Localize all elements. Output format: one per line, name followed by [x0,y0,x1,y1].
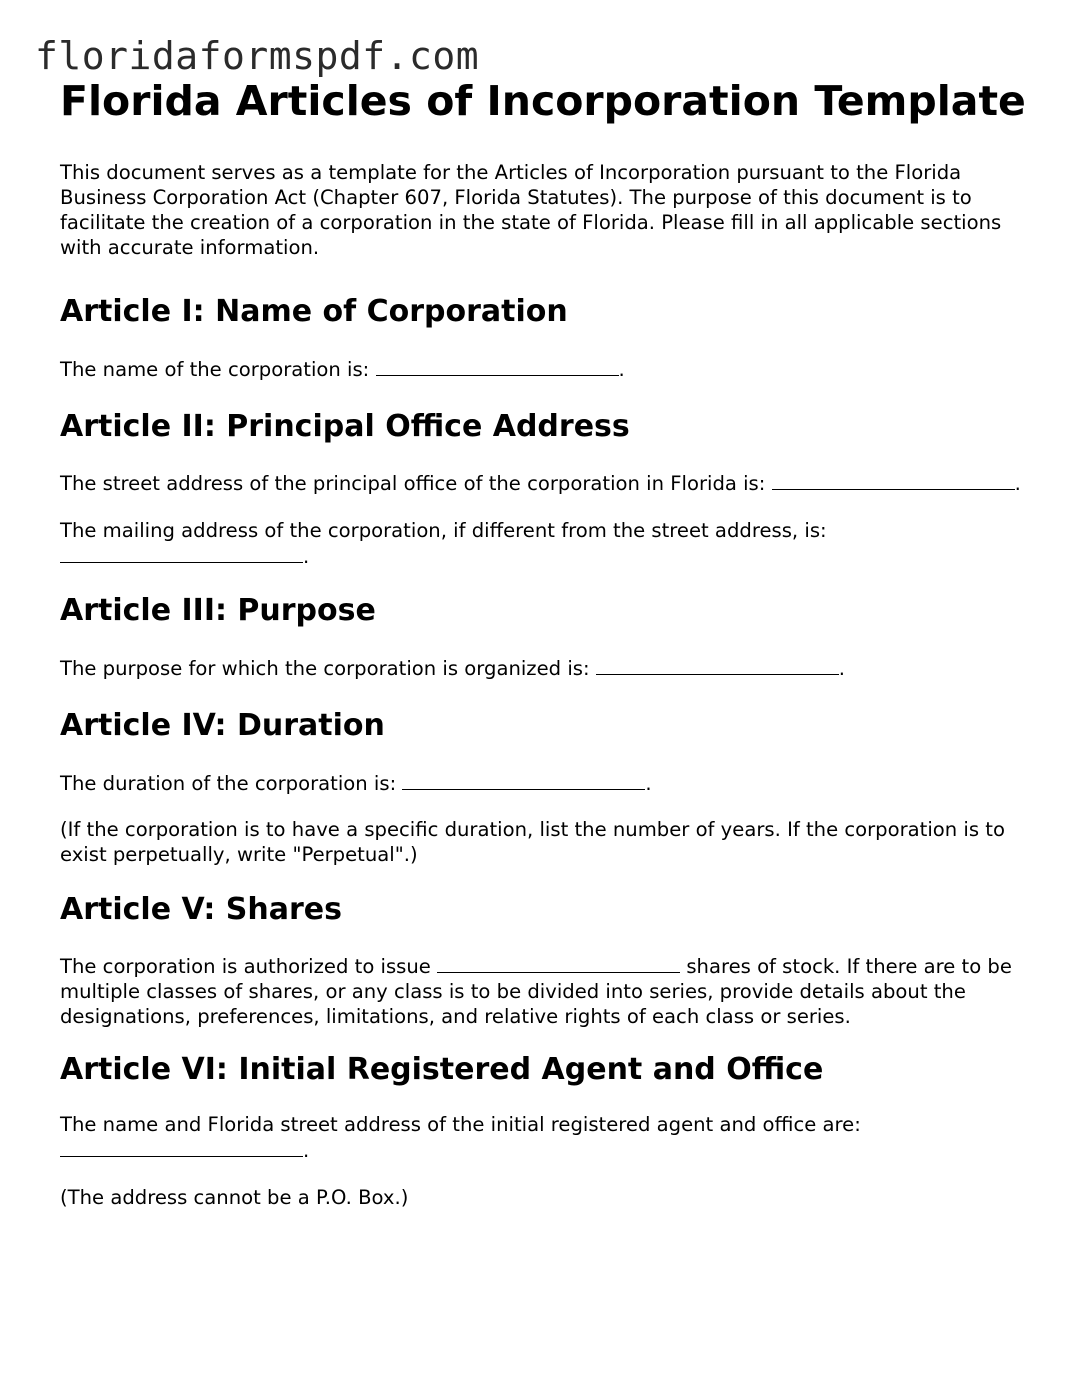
duration-note: (If the corporation is to have a specific duration, list the number of years. If the corporation is to exist perpetually, write "Perpetual".) [60,818,1005,866]
article-2-street-text [60,470,1030,496]
article-4-heading: Article IV: Duration [60,708,385,743]
duration-end: . [645,772,652,795]
article-5-heading: Article V: Shares [60,892,343,927]
article-1-text [60,356,1030,382]
corporation-name-blank[interactable] [376,356,619,376]
purpose-blank[interactable] [596,655,839,675]
article-5-text [60,953,1030,1029]
article-6-heading: Article VI: Initial Registered Agent and Office [60,1052,824,1087]
street-address-end: . [1014,472,1021,495]
document-title: Florida Articles of Incorporation Template [60,77,1026,125]
article-2-mailing-text [60,518,1030,569]
agent-address-blank[interactable] [60,1137,303,1157]
purpose-end: . [838,657,846,680]
document-body [60,76,1030,1210]
article-4-text [60,770,1030,796]
mailing-address-label: The mailing address of the corporation, if different from the street address, is: [60,519,827,542]
mailing-address-blank[interactable] [60,543,303,563]
article-3-heading: Article III: Purpose [60,593,376,628]
shares-count-blank[interactable] [437,953,680,973]
site-watermark: floridaformspdf.com [35,34,480,78]
agent-end: . [303,1139,310,1162]
duration-label: The duration of the corporation is: [60,772,403,795]
intro-paragraph: This document serves as a template for the Articles of Incorporation pursuant to the Florida Business Corporation Act (Chapter 607, Florida Statutes). The purpose of this document is to facilitate the creation of a corporation in the state of Florida. Please fill in all applicable sections with accurate information. [60,161,1002,259]
purpose-label: The purpose for which the corporation is organized is: [60,657,596,680]
street-address-label: The street address of the principal office of the corporation in Florida is: [60,472,772,495]
shares-label: The corporation is authorized to issue [60,955,438,978]
article-6-text [60,1112,1030,1163]
shares-details: shares of stock. If there are to be multiple classes of shares, or any class is to be divided into series, provide details about the designations, preferences, limitations, and relative rights of each class or series. [60,955,1012,1028]
agent-note: (The address cannot be a P.O. Box.) [60,1186,409,1209]
article-1-heading: Article I: Name of Corporation [60,294,568,329]
duration-blank[interactable] [402,770,645,790]
article-2-heading: Article II: Principal Office Address [60,409,630,444]
article-1-label: The name of the corporation is: [60,358,376,381]
article-1-end: . [618,358,625,381]
street-address-blank[interactable] [772,470,1015,490]
agent-label: The name and Florida street address of the initial registered agent and office are: [60,1113,861,1136]
mailing-address-end: . [303,545,310,568]
article-3-text [60,655,1030,681]
